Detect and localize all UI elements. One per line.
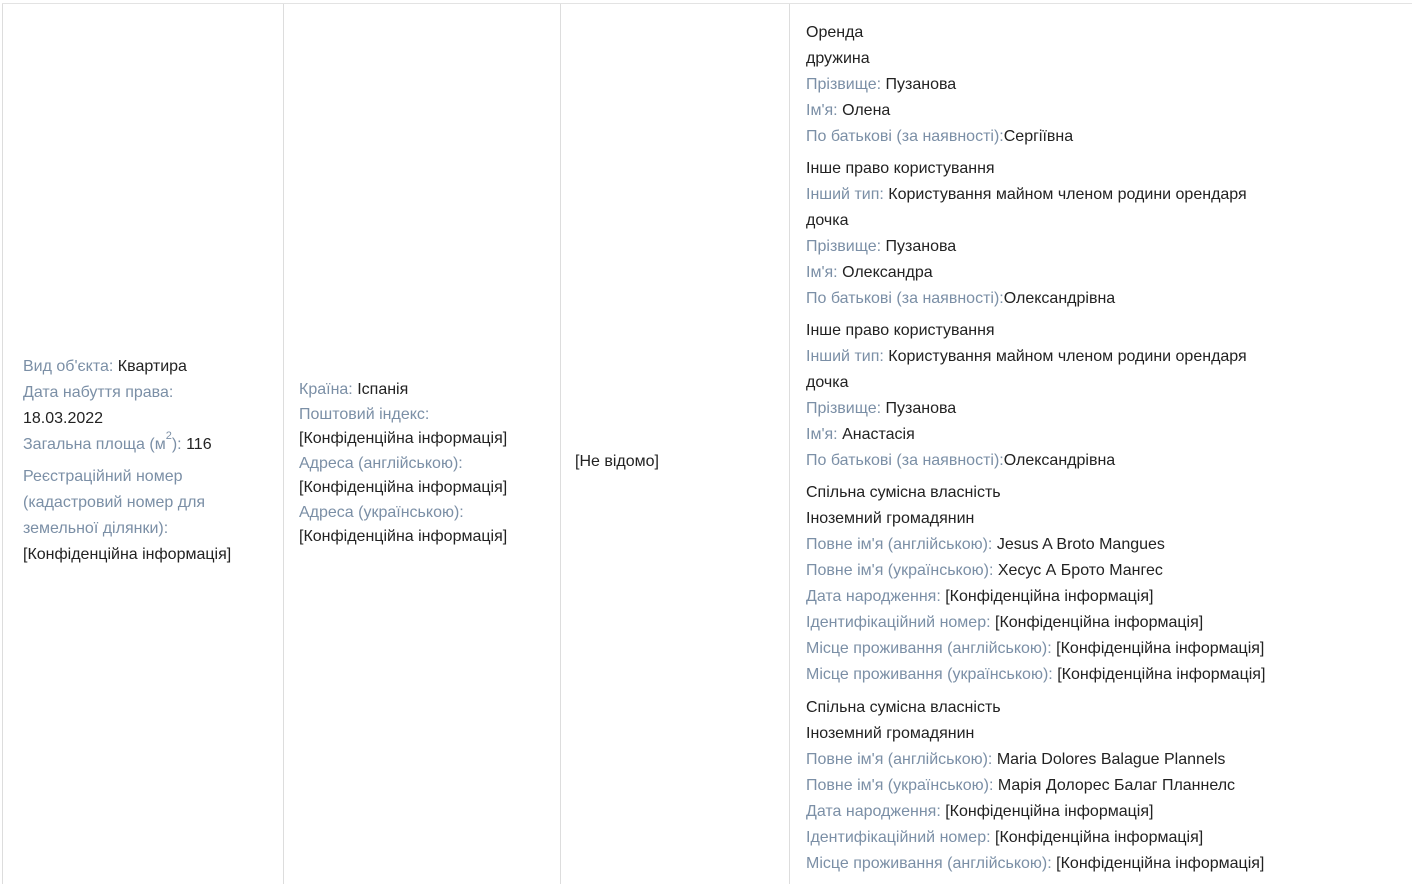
surname-value: Пузанова [885, 400, 957, 417]
other-type-label: Інший тип: [806, 186, 884, 203]
cost-value: [Не відомо] [575, 453, 659, 470]
name-label: Ім'я: [806, 102, 838, 119]
full-name-ua-value: Хесус А Брото Мангес [997, 562, 1163, 579]
right-entry [806, 695, 1406, 877]
country-label: Країна: [299, 381, 353, 398]
residence-en-value: [Конфіденційна інформація] [1056, 855, 1265, 872]
full-name-ua-value: Марія Долорес Балаг Планнелс [997, 777, 1236, 794]
surname-value: Пузанова [885, 238, 957, 255]
residence-en-value: [Конфіденційна інформація] [1056, 640, 1265, 657]
registration-number-label: Реєстраційний номер [23, 468, 183, 485]
name-value: Анастасія [842, 426, 915, 443]
name-value: Олександра [842, 264, 933, 281]
name-label: Ім'я: [806, 426, 838, 443]
birth-date-label: Дата народження: [806, 588, 941, 605]
other-type-label: Інший тип: [806, 348, 884, 365]
id-number-value: [Конфіденційна інформація] [995, 829, 1204, 846]
relation: дочка [806, 374, 849, 391]
name-value: Олена [842, 102, 891, 119]
birth-date-label: Дата народження: [806, 803, 941, 820]
patronymic-label: По батькові (за наявності): [806, 290, 1004, 307]
postal-code-value: [Конфіденційна інформація] [299, 430, 508, 447]
object-info [23, 354, 263, 568]
surname-value: Пузанова [885, 76, 957, 93]
birth-date-value: [Конфіденційна інформація] [945, 588, 1154, 605]
right-type: Спільна сумісна власність [806, 484, 1001, 501]
address-cell [283, 4, 561, 884]
object-cell [2, 4, 284, 884]
full-name-en-value: Jesus A Broto Mangues [996, 536, 1165, 553]
name-label: Ім'я: [806, 264, 838, 281]
full-name-en-label: Повне ім'я (англійською): [806, 536, 993, 553]
total-area-value: 116 [186, 436, 212, 453]
right-entry [806, 156, 1406, 312]
right-type: Інше право користування [806, 322, 995, 339]
acquisition-date-value: 18.03.2022 [23, 410, 104, 427]
registration-number-label-2: (кадастровий номер для [23, 494, 206, 511]
postal-code-label: Поштовий індекс: [299, 405, 430, 423]
registration-number-block [23, 464, 263, 568]
patronymic-label: По батькові (за наявності): [806, 128, 1004, 145]
surname-label: Прізвище: [806, 76, 882, 93]
rights-cell [789, 4, 1412, 884]
full-name-en-value: Maria Dolores Balague Plannels [996, 751, 1226, 768]
object-type-value: Квартира [117, 358, 187, 375]
right-entry [806, 20, 1406, 150]
country-value: Іспанія [357, 381, 409, 398]
property-table-row [2, 3, 1412, 884]
patronymic-value: Сергіївна [1003, 128, 1074, 145]
address-en-label: Адреса (англійською): [299, 454, 463, 472]
full-name-en-label: Повне ім'я (англійською): [806, 751, 993, 768]
residence-en-label: Місце проживання (англійською): [806, 640, 1052, 657]
patronymic-value: Олександрівна [1003, 452, 1116, 469]
total-area-label: Загальна площа $(м^2)$: [23, 429, 182, 453]
right-entry [806, 318, 1406, 474]
birth-date-value: [Конфіденційна інформація] [945, 803, 1154, 820]
address-ua-label: Адреса (українською): [299, 503, 464, 521]
id-number-label: Ідентифікаційний номер: [806, 829, 991, 846]
address-info [299, 378, 549, 550]
id-number-label: Ідентифікаційний номер: [806, 614, 991, 631]
full-name-ua-label: Повне ім'я (українською): [806, 562, 994, 579]
right-type: Інше право користування [806, 160, 995, 177]
citizenship: Іноземний громадянин [806, 510, 975, 527]
relation: дружина [806, 50, 870, 67]
id-number-value: [Конфіденційна інформація] [995, 614, 1204, 631]
relation: дочка [806, 212, 849, 229]
surname-label: Прізвище: [806, 400, 882, 417]
address-ua-value: [Конфіденційна інформація] [299, 528, 508, 545]
object-type-label: Вид об'єкта: [23, 358, 114, 375]
registration-number-label-3: земельної ділянки): [23, 520, 169, 537]
citizenship: Іноземний громадянин [806, 725, 975, 742]
rights-list [806, 20, 1406, 883]
acquisition-date-label: Дата набуття права: [23, 384, 174, 401]
other-type-value: Користування майном членом родини орендаря [888, 186, 1247, 203]
cost-cell [560, 4, 790, 884]
full-name-ua-label: Повне ім'я (українською): [806, 777, 994, 794]
residence-ua-label: Місце проживання (українською): [806, 666, 1053, 683]
registration-number-value: [Конфіденційна інформація] [23, 546, 232, 563]
other-type-value: Користування майном членом родини орендаря [888, 348, 1247, 365]
surname-label: Прізвище: [806, 238, 882, 255]
residence-en-label: Місце проживання (англійською): [806, 855, 1052, 872]
right-entry [806, 480, 1406, 688]
right-type: Оренда [806, 24, 864, 41]
address-en-value: [Конфіденційна інформація] [299, 479, 508, 496]
residence-ua-value: [Конфіденційна інформація] [1057, 666, 1266, 683]
patronymic-label: По батькові (за наявності): [806, 452, 1004, 469]
patronymic-value: Олександрівна [1003, 290, 1116, 307]
right-type: Спільна сумісна власність [806, 699, 1001, 716]
